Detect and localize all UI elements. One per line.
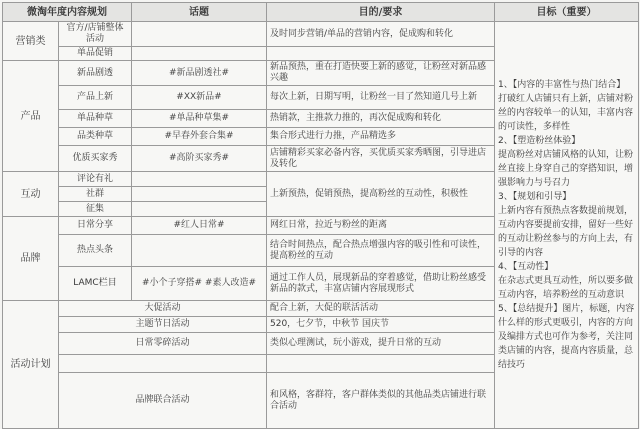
requirement-cell: 通过工作人员，展现新品的穿着感觉，借助让粉丝感受新品的款式，丰富店铺内容展现形式 [267,267,495,301]
requirement-cell: 和风格，客群符，客户群体类似的其他品类店铺进行联合活动 [267,373,495,429]
topic-cell [132,172,267,187]
topic-cell [132,22,267,47]
goal-line: 5、【总结提升】图片，标题，内容 什么样的形式更吸引，内容的方向及编排方式也可作为参考，关注同类店铺的内容，提高内容质量，总结技巧 [498,304,635,370]
category-cell: 营销类 [3,22,59,61]
item-cell: 主题节日活动 [59,317,267,333]
item-cell: 热点头条 [59,235,132,267]
header-requirement: 目的/要求 [267,3,495,22]
topic-cell: #新品剧透社# [132,61,267,86]
item-cell: 大促活动 [59,301,267,317]
item-cell: 日常零碎活动 [59,333,267,355]
item-cell: 评论有礼 [59,172,132,187]
header-plan: 微淘年度内容规划 [3,3,132,22]
requirement-cell: 网红日常，拉近与粉丝的距离 [267,217,495,235]
item-cell: 优质买家秀 [59,146,132,172]
category-cell: 活动计划 [3,301,59,429]
item-cell: 品类种草 [59,128,132,146]
table-row [3,22,639,47]
requirement-cell: 结合时间热点，配合热点增强内容的吸引性和可读性，提高粉丝的互动 [267,235,495,267]
topic-cell: #高阶买家秀# [132,146,267,172]
requirement-cell: 配合上新，大促的联活活动 [267,301,495,317]
header-goal: 目标（重要） [495,3,639,22]
item-cell: 品牌联合活动 [59,373,267,429]
requirement-cell: 上新预热，促销预热，提高粉丝的互动性，积极性 [267,172,495,217]
item-cell: 社群 [59,187,132,202]
item-cell: 征集 [59,202,132,217]
topic-cell [132,47,267,61]
requirement-cell: 类似心理测试，玩小游戏，提升日常的互动 [267,333,495,355]
topic-cell [132,187,267,202]
goal-cell [495,22,639,429]
goal-line: 1、【内容的丰富性与热门结合】 [498,80,626,90]
requirement-cell: 店铺精彩买家必备内容，买优质买家秀晒图，引导进店及转化 [267,146,495,172]
category-cell: 产品 [3,61,59,172]
requirement-cell: 热销款，主推款力推的，再次促成购和转化 [267,110,495,128]
goal-line: 提高粉丝对店铺风格的认知，让粉丝直接上身穿自己的穿搭知识，增强影响力与号召力 [498,150,634,188]
item-cell: 日常分享 [59,217,132,235]
goal-line: 上新内容有预热点客数提前规划，互动内容要提前安排，留好一些好的互动让粉丝参与的方向上去，有引导的内容 [498,206,634,258]
goal-line: 2、【塑造粉丝体验】 [498,136,581,146]
requirement-cell [267,355,495,373]
requirement-cell: 520，七夕节，中秋节 国庆节 [267,317,495,333]
topic-cell: #XX新品# [132,86,267,110]
item-cell: LAMC栏目 [59,267,132,301]
requirement-cell [267,47,495,61]
topic-cell: #单品种草集# [132,110,267,128]
header-row [3,3,639,22]
topic-cell [132,202,267,217]
item-cell: 产品上新 [59,86,132,110]
item-cell [59,355,267,373]
header-topic: 话题 [132,3,267,22]
category-cell: 品牌 [3,217,59,301]
requirement-cell: 及时同步营销/单品的营销内容，促成购和转化 [267,22,495,47]
requirement-cell: 每次上新，日期写明，让粉丝一目了然知道几号上新 [267,86,495,110]
topic-cell [132,235,267,267]
item-cell: 单品种草 [59,110,132,128]
requirement-cell: 新品预热，重在打造快要上新的感觉，让粉丝对新品感兴趣 [267,61,495,86]
item-cell: 单品促销 [59,47,132,61]
goal-line: 3、【规划和引导】 [498,192,572,202]
content-plan-table [2,2,639,429]
topic-cell: #红人日常# [132,217,267,235]
item-cell: 新品剧透 [59,61,132,86]
goal-line: 在杂志式更具互动性，所以要多做互动内容，培养粉丝的互动意识 [498,276,634,300]
goal-line: 4、【互动性】 [498,262,554,272]
topic-cell: #早春外套合集# [132,128,267,146]
item-cell: 官方/店铺整体活动 [59,22,132,47]
goal-line: 打破红人店铺只有上新，店铺对粉丝的内容较单一的认知，丰富内容的可读性，多样性 [498,94,634,132]
category-cell: 互动 [3,172,59,217]
topic-cell: #小个子穿搭# #素人改造# [132,267,267,301]
requirement-cell: 集合形式进行力推，产品精选多 [267,128,495,146]
